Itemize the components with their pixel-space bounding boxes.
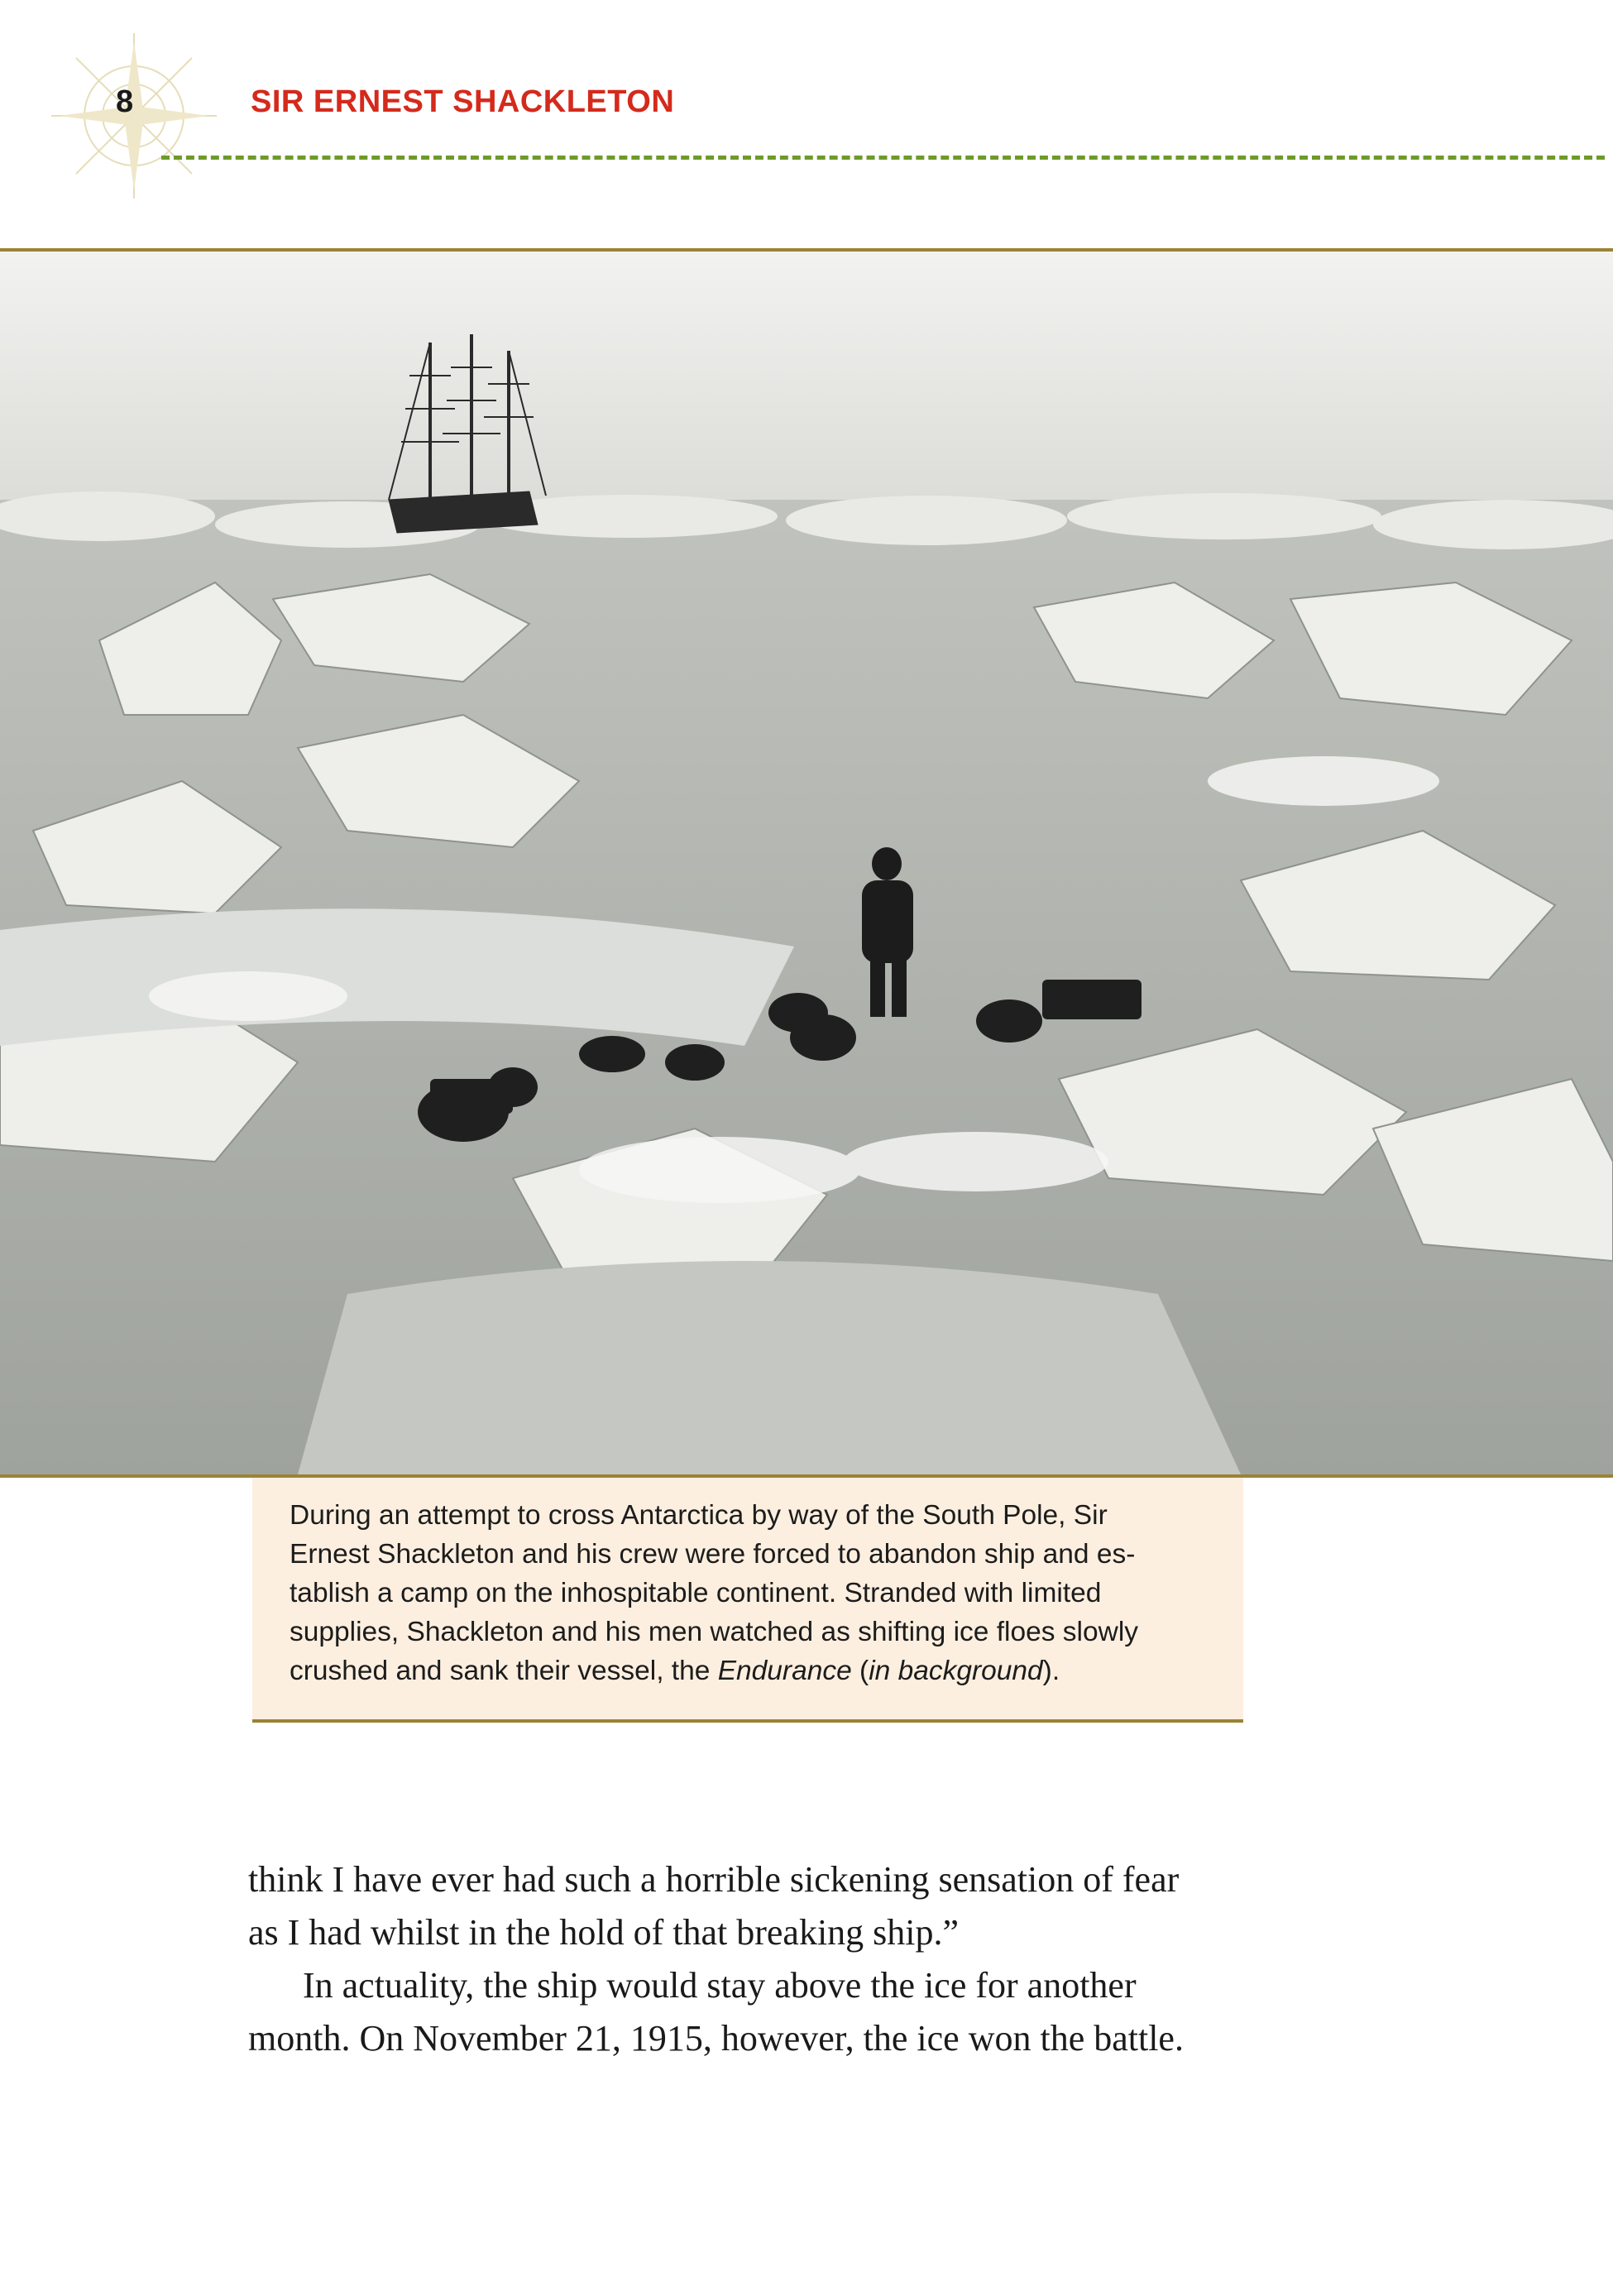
caption-line: supplies, Shackleton and his men watched as shifting ice floes slowly (290, 1617, 1139, 1647)
ship-name: Endurance (717, 1656, 852, 1686)
caption-text: ). (1042, 1656, 1060, 1686)
caption-line (290, 1651, 1210, 1690)
compass-rose-icon (51, 33, 217, 199)
body-line: think I have ever had such a horrible sickening sensation of fear (248, 1859, 1180, 1900)
page-number: 8 (116, 84, 134, 119)
caption-line: During an attempt to cross Antarctica by way of the South Pole, Sir (290, 1500, 1108, 1531)
caption-text: ( (851, 1656, 869, 1686)
body-text (248, 1853, 1249, 2065)
running-title: SIR ERNEST SHACKLETON (251, 84, 675, 119)
body-line: as I had whilst in the hold of that breaking ship.” (248, 1912, 960, 1953)
ice-field-photo (0, 252, 1613, 1474)
caption-line: Ernest Shackleton and his crew were forced to abandon ship and es- (290, 1539, 1136, 1570)
figure-caption (252, 1478, 1243, 1723)
caption-note: in background (869, 1656, 1043, 1686)
caption-text: crushed and sank their vessel, the (290, 1656, 718, 1686)
caption-line: tablish a camp on the inhospitable continent. Stranded with limited (290, 1578, 1102, 1608)
paragraph-start: In actuality, the ship would stay above the ice for another (303, 1965, 1137, 2006)
header-divider (161, 156, 1605, 160)
body-line: month. On November 21, 1915, however, the ice won the battle. (248, 2018, 1184, 2059)
figure-photo (0, 248, 1613, 1478)
